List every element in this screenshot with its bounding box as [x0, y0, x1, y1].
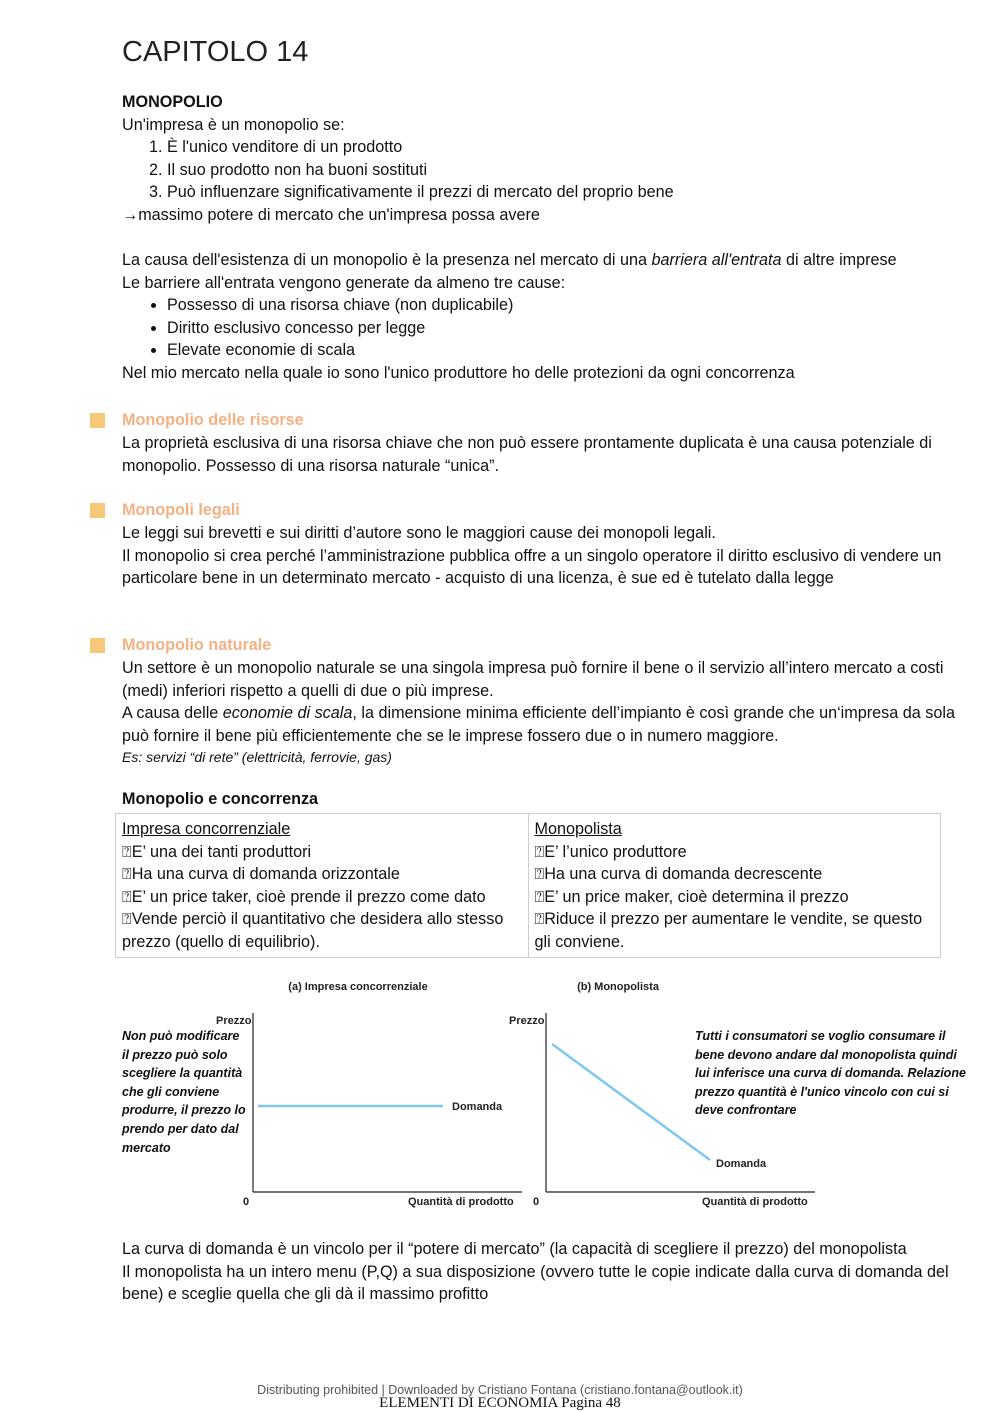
panel-a-ylabel: Prezzo	[216, 1015, 252, 1027]
item-text: E’ l’unico produttore	[544, 842, 687, 861]
cause-emphasis: barriera all'entrata	[651, 251, 782, 269]
cause-line1	[122, 249, 967, 272]
closing-section	[122, 1238, 967, 1306]
item-text: Ha una curva di domanda decrescente	[544, 865, 823, 884]
bullet-icon: ⍰	[534, 910, 545, 929]
list-item	[122, 863, 522, 886]
example-text: Es: servizi “di rete” (elettricità, ferrovie, gas)	[122, 749, 392, 766]
section-marker-icon	[90, 503, 105, 518]
bullet-icon: ⍰	[122, 910, 132, 929]
list-item	[122, 841, 522, 864]
item-text: E’ un price maker, cioè determina il prezzo	[544, 887, 849, 906]
section-title-naturale: Monopolio naturale	[122, 636, 272, 654]
paragraph: Il monopolista ha un intero menu (P,Q) a sua disposizione (ovvero tutte le copie indicate dalla curva di domanda del bene) e sceglie quella che gli dà il massimo profitto	[122, 1262, 949, 1304]
intro-conclusion: →massimo potere di mercato che un'impresa possa avere	[122, 205, 540, 224]
cause-text: La causa dell'esistenza di un monopolio è la presenza nel mercato di una	[122, 251, 652, 269]
panel-a-origin: 0	[243, 1196, 250, 1208]
item-text: E’ un price taker, cioè prende il prezzo come dato	[131, 887, 486, 906]
paragraph	[122, 702, 967, 747]
cause-section	[122, 249, 967, 385]
paragraph-emphasis: economie di scala	[222, 704, 353, 723]
list-item: 2. Il suo prodotto non ha buoni sostituti	[167, 159, 967, 182]
intro-heading: MONOPOLIO	[122, 93, 223, 111]
download-notice: Distributing prohibited | Downloaded by Cristiano Fontana (cristiano.fontana@outlook.it)	[257, 1383, 743, 1397]
list-item	[122, 908, 522, 953]
table-cell-concorrenziale	[116, 814, 529, 958]
intro-lead: Un'impresa è un monopolio se:	[122, 115, 345, 134]
item-text: Riduce il prezzo per aumentare le vendite, se questo gli conviene.	[534, 910, 923, 951]
column-header: Monopolista	[534, 820, 622, 838]
section-title-legali: Monopoli legali	[122, 501, 240, 519]
panel-b-ylabel: Prezzo	[509, 1015, 545, 1027]
list-item	[535, 886, 935, 909]
barriers-list	[122, 294, 967, 362]
conditions-list	[122, 136, 967, 204]
list-item: • Diritto esclusivo concesso per legge	[167, 317, 967, 340]
list-item: • Elevate economie di scala	[167, 339, 967, 362]
bullet-icon: ⍰	[534, 887, 545, 906]
section-body-naturale	[122, 657, 967, 768]
bullet-icon: ⍰	[122, 865, 132, 884]
bullet-icon: ⍰	[122, 887, 132, 906]
panel-b-origin: 0	[533, 1196, 540, 1208]
list-item: • Possesso di una risorsa chiave (non duplicabile)	[167, 294, 967, 317]
table-row	[116, 814, 941, 958]
column-header: Impresa concorrenziale	[122, 820, 291, 838]
list-item: 1. È l'unico venditore di un prodotto	[167, 136, 967, 159]
comparison-table	[115, 813, 941, 958]
bullet-icon: ⍰	[122, 842, 132, 861]
section-body-legali	[122, 522, 967, 590]
list-item	[535, 841, 935, 864]
section-body-risorse: La proprietà esclusiva di una risorsa chiave che non può essere prontamente duplicata è una causa potenziale di monopolio. Possesso di una risorsa naturale “unica”.	[122, 434, 932, 475]
comparison-title: Monopolio e concorrenza	[122, 790, 319, 808]
item-text: E’ una dei tanti produttori	[131, 842, 312, 861]
panel-a-title: (a) Impresa concorrenziale	[288, 981, 428, 993]
list-item: 3. Può influenzare significativamente il prezzi di mercato del proprio bene	[167, 181, 967, 204]
panel-b-title: (b) Monopolista	[577, 981, 659, 993]
section-title-risorse: Monopolio delle risorse	[122, 411, 304, 429]
demand-figure	[200, 975, 840, 1215]
cause-closing: Nel mio mercato nella quale io sono l'unico produttore ho delle protezioni da ogni concorrenza	[122, 363, 795, 382]
panel-b-curve-label: Domanda	[716, 1158, 767, 1170]
section-marker-icon	[90, 413, 105, 428]
table-cell-monopolista	[528, 814, 941, 958]
panel-b-demand-curve	[552, 1044, 710, 1160]
right-annotation: Tutti i consumatori se voglio consumare il bene devono andare dal monopolista quindi lui inferisce una curva di domanda. Relazione prezzo quantità è l'unico vincolo con cui si deve confrontare	[695, 1029, 966, 1118]
intro-section	[122, 91, 967, 227]
cause-text: di altre imprese	[781, 251, 897, 269]
bullet-icon: ⍰	[534, 842, 545, 861]
paragraph: Un settore è un monopolio naturale se una singola impresa può fornire il bene o il servizio all’intero mercato a costi (medi) inferiori rispetto a quelli di due o più imprese.	[122, 659, 944, 700]
panel-a-curve-label: Domanda	[452, 1101, 503, 1113]
item-text: Ha una curva di domanda orizzontale	[131, 865, 400, 884]
panel-b-xlabel: Quantità di prodotto	[702, 1196, 808, 1208]
bullet-icon: ⍰	[534, 865, 545, 884]
paragraph: Le leggi sui brevetti e sui diritti d’autore sono le maggiori cause dei monopoli legali.	[122, 524, 716, 542]
item-text: Vende perciò il quantitativo che desidera allo stesso prezzo (quello di equilibrio).	[122, 910, 504, 951]
paragraph-text: A causa delle	[122, 704, 223, 723]
paragraph: La curva di domanda è un vincolo per il “potere di mercato” (la capacità di scegliere il prezzo) del monopolista	[122, 1240, 907, 1258]
chapter-title: CAPITOLO 14	[122, 36, 309, 68]
cause-line2: Le barriere all'entrata vengono generate da almeno tre cause:	[122, 273, 566, 292]
page-footer: ELEMENTI DI ECONOMIA Pagina 48	[379, 1395, 621, 1411]
left-annotation: Non può modificare il prezzo può solo scegliere la quantità che gli conviene produrre, il prezzo lo prendo per dato dal mercato	[122, 1029, 246, 1155]
list-item	[535, 908, 935, 953]
section-marker-icon	[90, 638, 105, 653]
panel-a-xlabel: Quantità di prodotto	[408, 1196, 514, 1208]
list-item	[122, 886, 522, 909]
list-item	[535, 863, 935, 886]
paragraph-text: , la dimensione minima efficiente dell’impianto è così grande che un‘impresa da sola può fornire il bene più efficientemente che se le imprese fossero due o in numero maggiore.	[122, 704, 955, 745]
paragraph: Il monopolio si crea perché l’amministrazione pubblica offre a un singolo operatore il diritto esclusivo di vendere un particolare bene in un determinato mercato - acquisto di una licenza, è sue ed è tutelato dalla legge	[122, 546, 942, 588]
